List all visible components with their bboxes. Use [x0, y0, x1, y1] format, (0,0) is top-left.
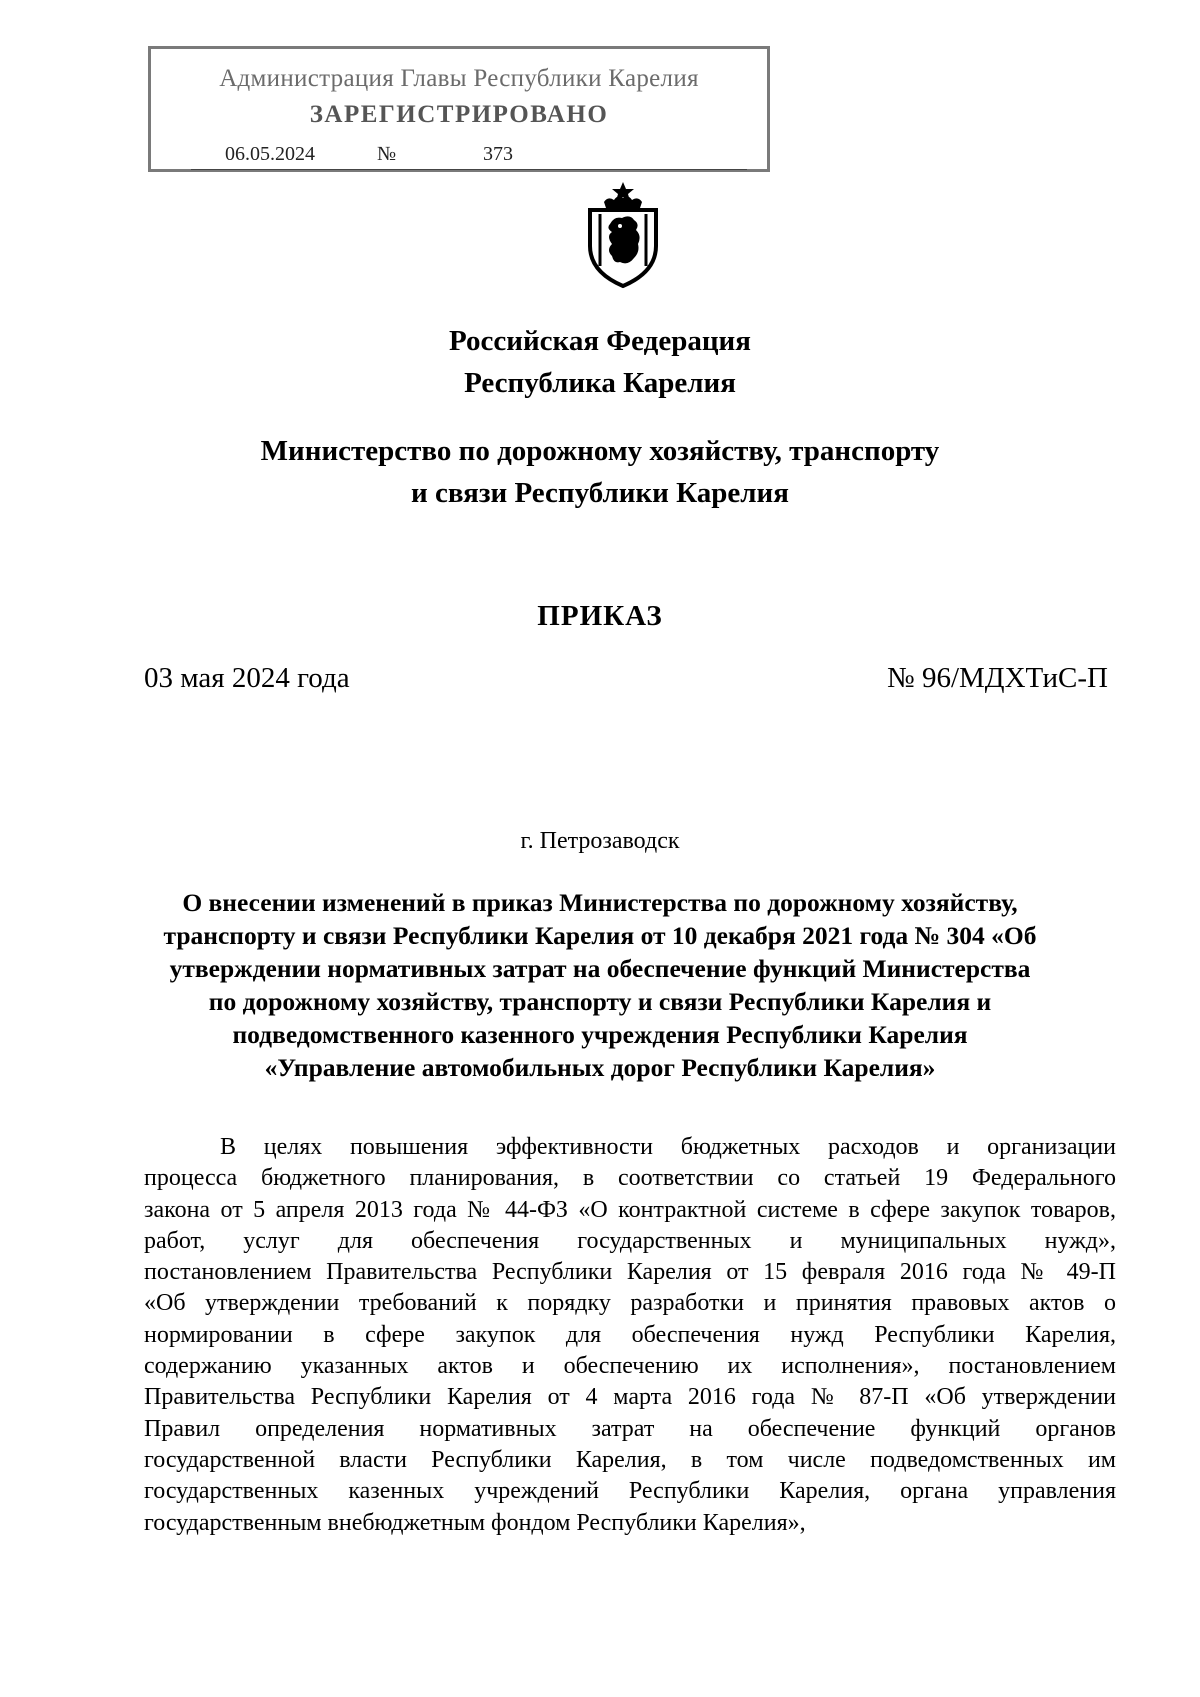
karelia-coat-of-arms-icon [584, 180, 662, 290]
stamp-date: 06.05.2024 [225, 143, 315, 165]
body-line: Правил определения нормативных затрат на обеспечение функций органов [144, 1415, 1116, 1442]
body-line: государственных казенных учреждений Республики Карелия, органа управления [144, 1478, 1116, 1505]
title-line: транспорту и связи Республики Карелия от 10 декабря 2021 года № 304 «Об [163, 921, 1037, 950]
stamp-number: 373 [483, 143, 513, 165]
body-line: «Об утверждении требований к порядку разработки и принятия правовых актов о [144, 1290, 1116, 1317]
body-line: работ, услуг для обеспечения государственных и муниципальных нужд», [144, 1227, 1116, 1254]
body-line: государственным внебюджетным фондом Республики Карелия», [144, 1509, 806, 1536]
order-number: № 96/МДХТиС-П [887, 662, 1108, 694]
body-line: нормировании в сфере закупок для обеспечения нужд Республики Карелия, [144, 1321, 1116, 1348]
title-line: утверждении нормативных затрат на обеспечение функций Министерства [169, 954, 1031, 983]
stamp-registered-label: ЗАРЕГИСТРИРОВАНО [309, 101, 609, 128]
body-line: В целях повышения эффективности бюджетных расходов и организации [220, 1134, 1116, 1160]
title-line: по дорожному хозяйству, транспорту и связи Республики Карелия и [208, 987, 992, 1016]
order-title [130, 886, 1070, 1084]
stamp-registration-line [191, 143, 747, 170]
body-line: процесса бюджетного планирования, в соответствии со статьей 19 Федерального [144, 1165, 1116, 1192]
header-ministry-line1: Министерство по дорожному хозяйству, транспорту [260, 435, 940, 467]
body-line: закона от 5 апреля 2013 года № 44-ФЗ «О контрактной системе в сфере закупок товаров, [144, 1196, 1116, 1223]
stamp-number-sign: № [377, 143, 397, 165]
body-line: постановлением Правительства Республики Карелия от 15 февраля 2016 года № 49-П [144, 1259, 1116, 1286]
stamp-organization: Администрация Главы Республики Карелия [219, 65, 699, 92]
header-republic: Республика Карелия [464, 367, 736, 399]
title-line: О внесении изменений в приказ Министерства по дорожному хозяйству, [182, 888, 1018, 917]
header-ministry-line2: и связи Республики Карелия [411, 477, 789, 509]
order-city: г. Петрозаводск [520, 828, 680, 854]
body-paragraph [144, 1132, 1116, 1539]
body-line: Правительства Республики Карелия от 4 марта 2016 года № 87-П «Об утверждении [144, 1384, 1116, 1411]
body-line: содержанию указанных актов и обеспечению их исполнения», постановлением [144, 1353, 1116, 1380]
body-line: государственной власти Республики Карелия, в том числе подведомственных им [144, 1446, 1116, 1473]
order-date: 03 мая 2024 года [144, 662, 350, 694]
title-line: подведомственного казенного учреждения Республики Карелия [232, 1020, 968, 1049]
registration-stamp [148, 46, 770, 172]
document-type: ПРИКАЗ [537, 600, 663, 632]
title-line: «Управление автомобильных дорог Республики Карелия» [264, 1053, 936, 1082]
header-country: Российская Федерация [449, 325, 751, 357]
